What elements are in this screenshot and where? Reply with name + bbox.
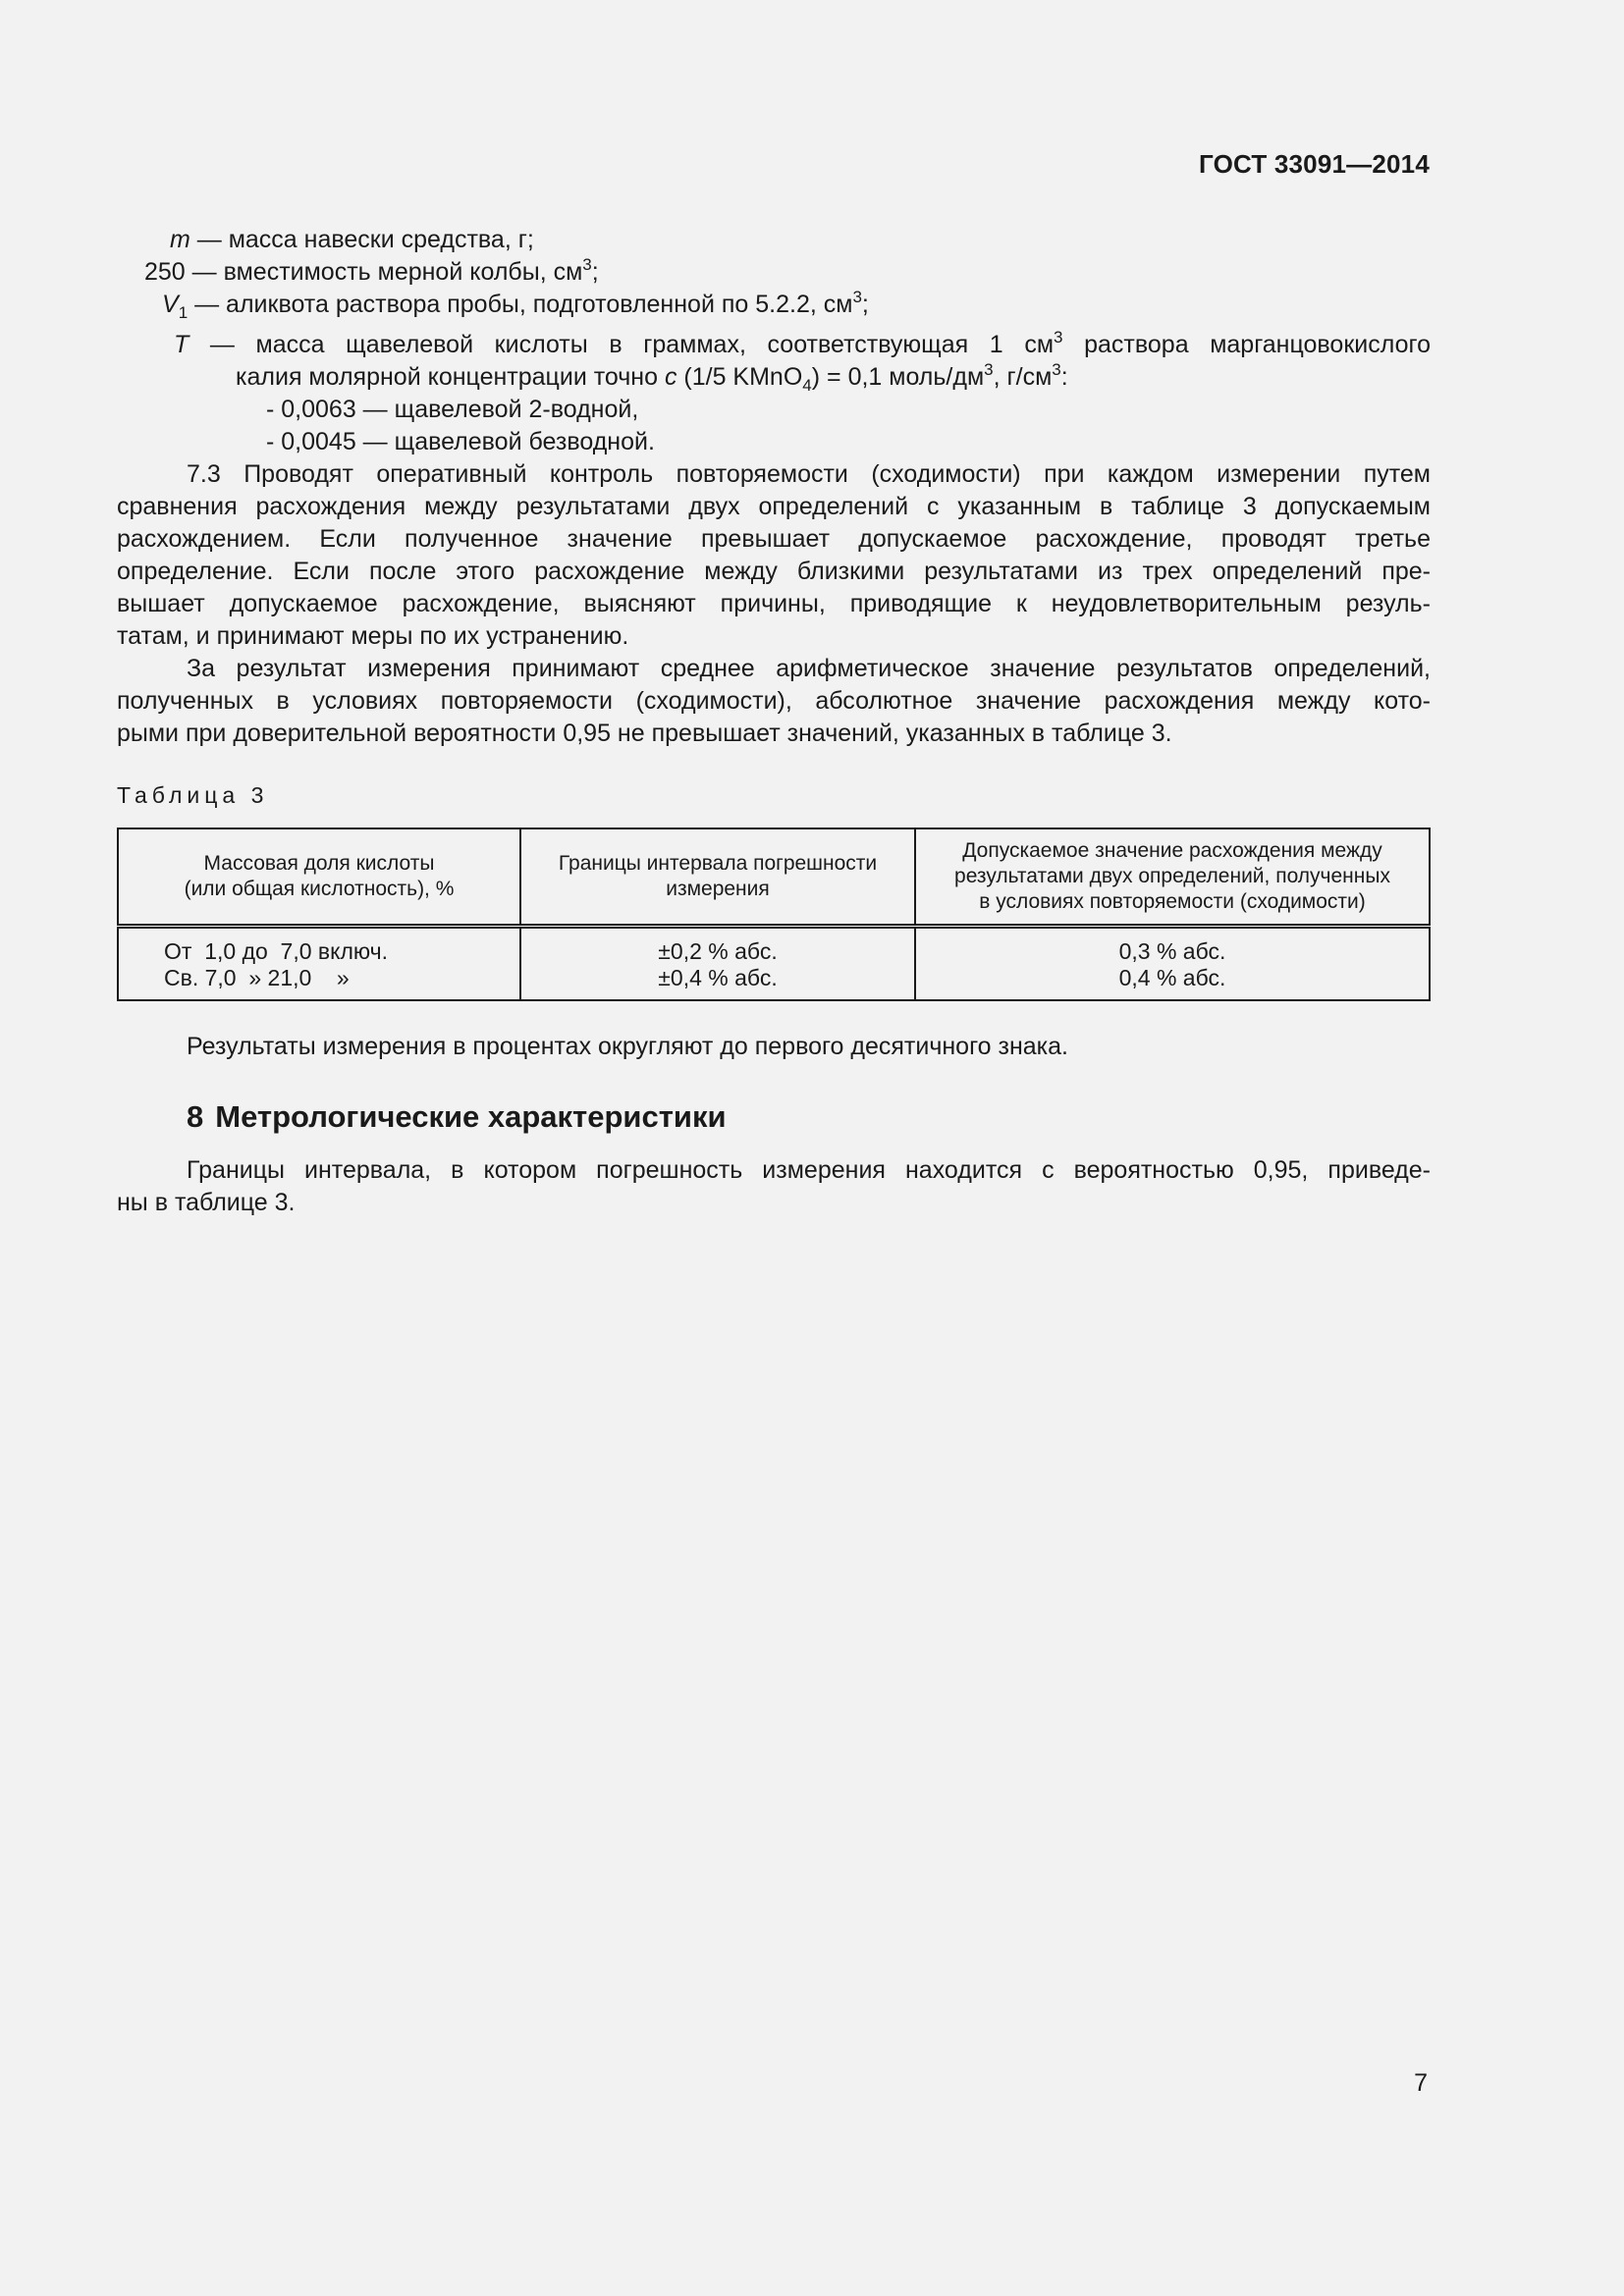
symbol-t: T [174, 331, 189, 358]
table-header-allowed-discrepancy: Допускаемое значение расхождения между результатами двух определений, полученных в условиях повторяемости (сходимости) [915, 828, 1430, 927]
table-cell-ranges: От 1,0 до 7,0 включ. Св. 7,0 » 21,0 » [118, 927, 520, 1001]
definition-t-line2-a: калия молярной концентрации точно [236, 363, 665, 391]
definition-m-text: — масса навески средства, г; [189, 226, 534, 253]
definition-t-line2-b: (1/5 KMnO [677, 363, 803, 391]
paragraph-line: рыми при доверительной вероятности 0,95 не превышает значений, указанных в таблице 3. [117, 720, 1172, 747]
definition-t-line2-e: , г/см [993, 363, 1053, 391]
symbol-v: V [162, 291, 179, 318]
table-header-mass-fraction: Массовая доля кислоты (или общая кислотность), % [118, 828, 520, 927]
symbol-m: m [170, 226, 190, 253]
paragraph-line: сравнения расхождения между результатами двух определений с указанным в таблице 3 допускаемым [117, 493, 1431, 520]
variable-definitions [117, 224, 1431, 458]
paragraph-line: 7.3 Проводят оперативный контроль повторяемости (сходимости) при каждом измерении путем [187, 460, 1431, 488]
definition-250-sup: 3 [582, 255, 592, 274]
symbol-250: 250 [144, 258, 186, 286]
definition-250-text: — вместимость мерной колбы, см [185, 258, 583, 286]
definition-v1-sup: 3 [852, 288, 862, 306]
paragraph-result [117, 653, 1431, 750]
standard-code: ГОСТ 33091—2014 [1199, 149, 1430, 179]
definition-v1-tail: ; [861, 291, 869, 318]
definition-t-line2-d: ) = 0,1 моль/дм [811, 363, 985, 391]
symbol-v-sub: 1 [178, 303, 189, 322]
section-number: 8 [187, 1099, 204, 1134]
paragraph-line: ны в таблице 3. [117, 1189, 296, 1216]
table-row [118, 927, 1430, 1001]
paragraph-line: расхождением. Если полученное значение превышает допускаемое расхождение, проводят третье [117, 525, 1431, 553]
definition-m [117, 224, 1431, 256]
cm-sup: 3 [1052, 360, 1061, 379]
paragraph-line: определение. Если после этого расхождение между близкими результатами из трех определений пре- [117, 558, 1431, 585]
dm-sup: 3 [984, 360, 994, 379]
table-3 [117, 828, 1431, 1001]
definition-v1 [117, 289, 1431, 321]
table-header-error-bounds: Границы интервала погрешности измерения [520, 828, 915, 927]
definition-t-line2 [117, 361, 1431, 394]
page-content [117, 224, 1431, 1219]
paragraph-line: полученных в условиях повторяемости (сходимости), абсолютное значение расхождения между кото- [117, 687, 1431, 715]
section-8-paragraph [117, 1154, 1431, 1219]
definition-v1-text: — аликвота раствора пробы, подготовленной по 5.2.2, см [188, 291, 853, 318]
paragraph-line: За результат измерения принимают среднее арифметическое значение результатов определений, [187, 655, 1431, 682]
definition-250-tail: ; [591, 258, 599, 286]
symbol-c: c [664, 363, 677, 391]
list-item: - 0,0063 — щавелевой 2-водной, [266, 396, 639, 423]
table-title: Таблица 3 [117, 782, 269, 808]
page-number: 7 [1414, 2069, 1428, 2097]
rounding-note: Результаты измерения в процентах округляют до первого десятичного знака. [187, 1033, 1068, 1060]
definition-t-sup: 3 [1054, 328, 1063, 347]
table-header-row [118, 828, 1430, 927]
table-cell-error: ±0,2 % абс. ±0,4 % абс. [520, 927, 915, 1001]
section-heading [117, 1100, 1431, 1133]
paragraph-line: Границы интервала, в котором погрешность измерения находится с вероятностью 0,95, приведе- [187, 1156, 1431, 1184]
definition-t-line2-f: : [1060, 363, 1068, 391]
paragraph-line: татам, и принимают меры по их устранению. [117, 622, 629, 650]
paragraph-7-3 [117, 458, 1431, 653]
definition-250 [117, 256, 1431, 289]
kmno4-sub: 4 [802, 376, 812, 395]
list-item: - 0,0045 — щавелевой безводной. [266, 428, 655, 455]
section-title: Метрологические характеристики [215, 1099, 727, 1134]
definition-t-text-b: раствора марганцовокислого [1062, 331, 1431, 358]
definition-t-text-a: — масса щавелевой кислоты в граммах, соответствующая 1 см [189, 331, 1055, 358]
definition-t-line1 [117, 329, 1431, 361]
table-cell-discrepancy: 0,3 % абс. 0,4 % абс. [915, 927, 1430, 1001]
paragraph-line: вышает допускаемое расхождение, выясняют причины, приводящие к неудовлетворительным резуль- [117, 590, 1431, 617]
